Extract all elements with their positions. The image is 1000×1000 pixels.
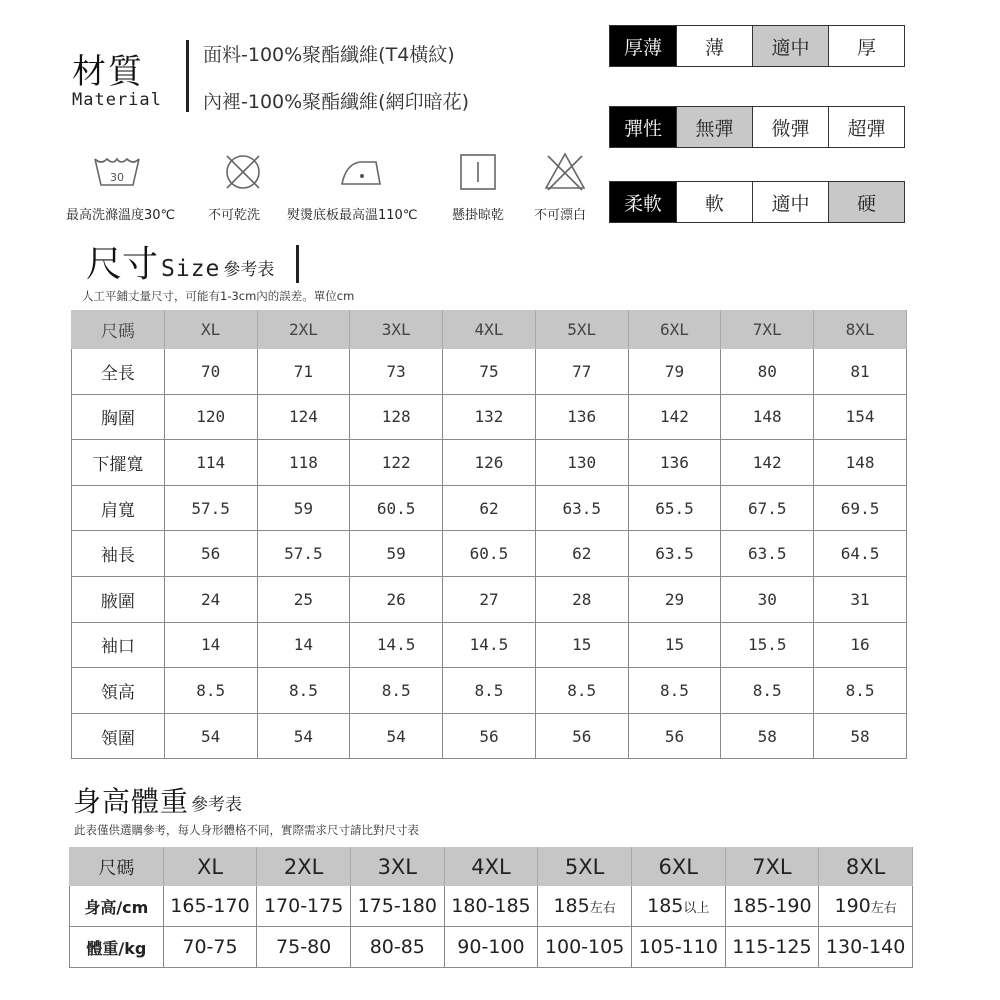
header-size-7xl: 7XL — [721, 311, 814, 349]
table-cell — [444, 886, 538, 927]
header-size-5xl: 5XL — [538, 848, 632, 886]
height-weight-note: 此表僅供選購參考，每人身形體格不同，實際需求尺寸請比對尺寸表 — [74, 823, 419, 837]
table-cell: 57.5 — [257, 531, 350, 577]
feature-option: 厚 — [828, 26, 904, 66]
size-title-en: Size — [161, 256, 221, 282]
table-cell — [631, 886, 725, 927]
table-cell: 142 — [721, 440, 814, 486]
header-size-7xl: 7XL — [725, 848, 819, 886]
cell-value: 165-170 — [170, 895, 250, 917]
header-size-label: 尺碼 — [70, 848, 164, 886]
feature-softness — [609, 181, 905, 223]
table-cell: 15 — [535, 622, 628, 668]
table-cell: 31 — [814, 576, 907, 622]
table-cell: 28 — [535, 576, 628, 622]
table-cell: 8.5 — [443, 668, 536, 714]
size-table-header — [72, 311, 907, 349]
table-row — [72, 440, 907, 486]
table-cell: 16 — [814, 622, 907, 668]
feature-option: 軟 — [676, 182, 752, 222]
care-label-no-dry-clean: 不可乾洗 — [208, 208, 261, 223]
table-cell — [350, 886, 444, 927]
feature-option-selected: 無彈 — [676, 107, 752, 147]
hw-title-suffix: 參考表 — [191, 795, 243, 815]
table-cell: 56 — [164, 531, 257, 577]
size-table — [71, 310, 907, 759]
table-cell: 59 — [350, 531, 443, 577]
table-cell: 142 — [628, 394, 721, 440]
size-title-divider — [296, 245, 299, 283]
feature-option: 薄 — [676, 26, 752, 66]
table-cell: 59 — [257, 485, 350, 531]
table-cell: 75 — [443, 349, 536, 395]
cell-value: 185-190 — [732, 895, 812, 917]
header-size-xl: XL — [164, 311, 257, 349]
hw-title-main: 身高體重 — [73, 785, 190, 818]
row-label: 胸圍 — [72, 394, 165, 440]
cell-value: 175-180 — [357, 895, 437, 917]
table-cell: 14.5 — [443, 622, 536, 668]
table-cell — [257, 886, 351, 927]
no-dry-clean-icon — [221, 150, 265, 194]
row-label: 領高 — [72, 668, 165, 714]
wash-temp-text: 30 — [110, 171, 124, 184]
feature-option: 微彈 — [752, 107, 828, 147]
table-cell: 154 — [814, 394, 907, 440]
table-row — [72, 394, 907, 440]
table-cell: 120 — [164, 394, 257, 440]
table-cell: 130 — [535, 440, 628, 486]
table-cell: 71 — [257, 349, 350, 395]
table-cell: 148 — [721, 394, 814, 440]
table-cell: 57.5 — [164, 485, 257, 531]
cell-value: 170-175 — [263, 895, 344, 917]
table-cell: 70 — [164, 349, 257, 395]
table-cell: 60.5 — [350, 485, 443, 531]
table-cell: 126 — [443, 440, 536, 486]
table-cell — [538, 886, 632, 927]
table-cell: 25 — [257, 576, 350, 622]
table-cell: 148 — [814, 440, 907, 486]
cell-value: 70-75 — [182, 936, 238, 958]
table-cell: 128 — [350, 394, 443, 440]
table-row — [72, 576, 907, 622]
table-cell: 60.5 — [443, 531, 536, 577]
table-cell: 24 — [164, 576, 257, 622]
cell-value: 75-80 — [276, 936, 332, 958]
table-cell: 14.5 — [350, 622, 443, 668]
size-title-main: 尺寸 — [86, 244, 159, 285]
iron-low-icon — [336, 154, 386, 190]
cell-value: 80-85 — [369, 936, 425, 958]
table-cell: 14 — [164, 622, 257, 668]
feature-option: 超彈 — [828, 107, 904, 147]
header-size-6xl: 6XL — [631, 848, 725, 886]
header-size-4xl: 4XL — [443, 311, 536, 349]
care-label-no-bleach: 不可漂白 — [534, 208, 587, 223]
header-size-xl: XL — [163, 848, 257, 886]
table-cell — [163, 927, 257, 968]
header-size-8xl: 8XL — [819, 848, 913, 886]
table-cell: 8.5 — [164, 668, 257, 714]
table-cell: 81 — [814, 349, 907, 395]
table-cell: 136 — [535, 394, 628, 440]
table-cell: 29 — [628, 576, 721, 622]
table-cell: 27 — [443, 576, 536, 622]
table-cell: 56 — [535, 713, 628, 759]
row-label: 下擺寬 — [72, 440, 165, 486]
feature-name: 彈性 — [610, 107, 676, 147]
table-cell: 58 — [721, 713, 814, 759]
cell-value: 115-125 — [732, 936, 812, 958]
table-cell: 8.5 — [628, 668, 721, 714]
table-cell: 62 — [443, 485, 536, 531]
table-row — [72, 485, 907, 531]
material-line-lining: 內裡-100%聚酯纖維(網印暗花) — [203, 91, 470, 113]
cell-suffix: 左右 — [870, 901, 897, 916]
care-label-hang-dry: 懸掛晾乾 — [452, 208, 505, 223]
table-cell: 122 — [350, 440, 443, 486]
table-cell — [725, 886, 819, 927]
table-cell: 8.5 — [535, 668, 628, 714]
header-size-2xl: 2XL — [257, 311, 350, 349]
table-row — [72, 622, 907, 668]
row-label: 身高/cm — [70, 886, 164, 927]
table-row — [72, 531, 907, 577]
material-divider — [186, 40, 189, 112]
table-cell: 65.5 — [628, 485, 721, 531]
row-label: 體重/kg — [70, 927, 164, 968]
row-label: 腋圍 — [72, 576, 165, 622]
table-cell: 14 — [257, 622, 350, 668]
table-cell: 8.5 — [814, 668, 907, 714]
cell-value: 185 — [647, 895, 684, 917]
table-row — [72, 668, 907, 714]
row-label: 袖長 — [72, 531, 165, 577]
header-size-2xl: 2XL — [257, 848, 351, 886]
table-cell: 63.5 — [721, 531, 814, 577]
table-cell: 58 — [814, 713, 907, 759]
material-line-fabric: 面料-100%聚酯纖維(T4橫紋) — [203, 44, 455, 66]
row-label: 領圍 — [72, 713, 165, 759]
table-cell: 56 — [443, 713, 536, 759]
cell-value: 90-100 — [457, 936, 525, 958]
cell-value: 180-185 — [451, 895, 531, 917]
table-cell: 63.5 — [628, 531, 721, 577]
no-bleach-icon — [542, 150, 588, 194]
table-cell: 56 — [628, 713, 721, 759]
size-chart-title — [86, 245, 274, 285]
feature-option: 適中 — [752, 182, 828, 222]
height-weight-table — [69, 847, 913, 968]
table-cell: 67.5 — [721, 485, 814, 531]
table-cell — [350, 927, 444, 968]
header-size-6xl: 6XL — [628, 311, 721, 349]
table-row — [70, 927, 913, 968]
care-label-wash: 最高洗滌溫度30℃ — [66, 208, 176, 223]
table-cell — [725, 927, 819, 968]
feature-option-selected: 適中 — [752, 26, 828, 66]
table-cell: 77 — [535, 349, 628, 395]
header-size-8xl: 8XL — [814, 311, 907, 349]
material-subtitle: Material — [72, 90, 162, 110]
care-label-iron: 熨燙底板最高溫110℃ — [287, 208, 418, 223]
table-cell: 79 — [628, 349, 721, 395]
feature-option-selected: 硬 — [828, 182, 904, 222]
cell-suffix: 左右 — [589, 901, 616, 916]
table-cell: 114 — [164, 440, 257, 486]
size-chart-note: 人工平鋪丈量尺寸，可能有1-3cm內的誤差。單位cm — [82, 289, 355, 303]
cell-value: 130-140 — [825, 936, 906, 958]
size-title-suffix: 參考表 — [223, 260, 275, 280]
table-cell: 80 — [721, 349, 814, 395]
table-cell: 136 — [628, 440, 721, 486]
row-label: 全長 — [72, 349, 165, 395]
feature-elasticity — [609, 106, 905, 148]
table-cell: 64.5 — [814, 531, 907, 577]
table-cell: 8.5 — [350, 668, 443, 714]
table-cell: 54 — [350, 713, 443, 759]
table-cell: 62 — [535, 531, 628, 577]
cell-value: 185 — [553, 895, 590, 917]
table-cell: 30 — [721, 576, 814, 622]
header-size-label: 尺碼 — [72, 311, 165, 349]
table-cell — [819, 886, 913, 927]
hw-table-header — [70, 848, 913, 886]
feature-name: 柔軟 — [610, 182, 676, 222]
cell-suffix: 以上 — [683, 901, 710, 916]
cell-value: 105-110 — [638, 936, 718, 958]
table-row — [70, 886, 913, 927]
table-cell: 63.5 — [535, 485, 628, 531]
table-cell: 54 — [257, 713, 350, 759]
header-size-4xl: 4XL — [444, 848, 538, 886]
table-cell: 73 — [350, 349, 443, 395]
table-cell: 15 — [628, 622, 721, 668]
feature-name: 厚薄 — [610, 26, 676, 66]
table-cell: 54 — [164, 713, 257, 759]
table-cell: 132 — [443, 394, 536, 440]
row-label: 袖口 — [72, 622, 165, 668]
row-label: 肩寬 — [72, 485, 165, 531]
table-cell — [819, 927, 913, 968]
header-size-5xl: 5XL — [535, 311, 628, 349]
feature-thickness — [609, 25, 905, 67]
header-size-3xl: 3XL — [350, 848, 444, 886]
table-cell — [538, 927, 632, 968]
table-row — [72, 713, 907, 759]
table-cell: 8.5 — [257, 668, 350, 714]
table-cell — [257, 927, 351, 968]
table-cell: 8.5 — [721, 668, 814, 714]
table-row — [72, 349, 907, 395]
table-cell: 26 — [350, 576, 443, 622]
header-size-3xl: 3XL — [350, 311, 443, 349]
height-weight-title — [73, 786, 242, 818]
table-cell — [163, 886, 257, 927]
table-cell: 118 — [257, 440, 350, 486]
table-cell: 69.5 — [814, 485, 907, 531]
material-title: 材質 — [72, 52, 144, 92]
wash-30-icon — [92, 155, 142, 189]
table-cell — [444, 927, 538, 968]
table-cell: 124 — [257, 394, 350, 440]
cell-value: 190 — [834, 895, 871, 917]
cell-value: 100-105 — [544, 936, 625, 958]
table-cell: 15.5 — [721, 622, 814, 668]
table-cell — [631, 927, 725, 968]
